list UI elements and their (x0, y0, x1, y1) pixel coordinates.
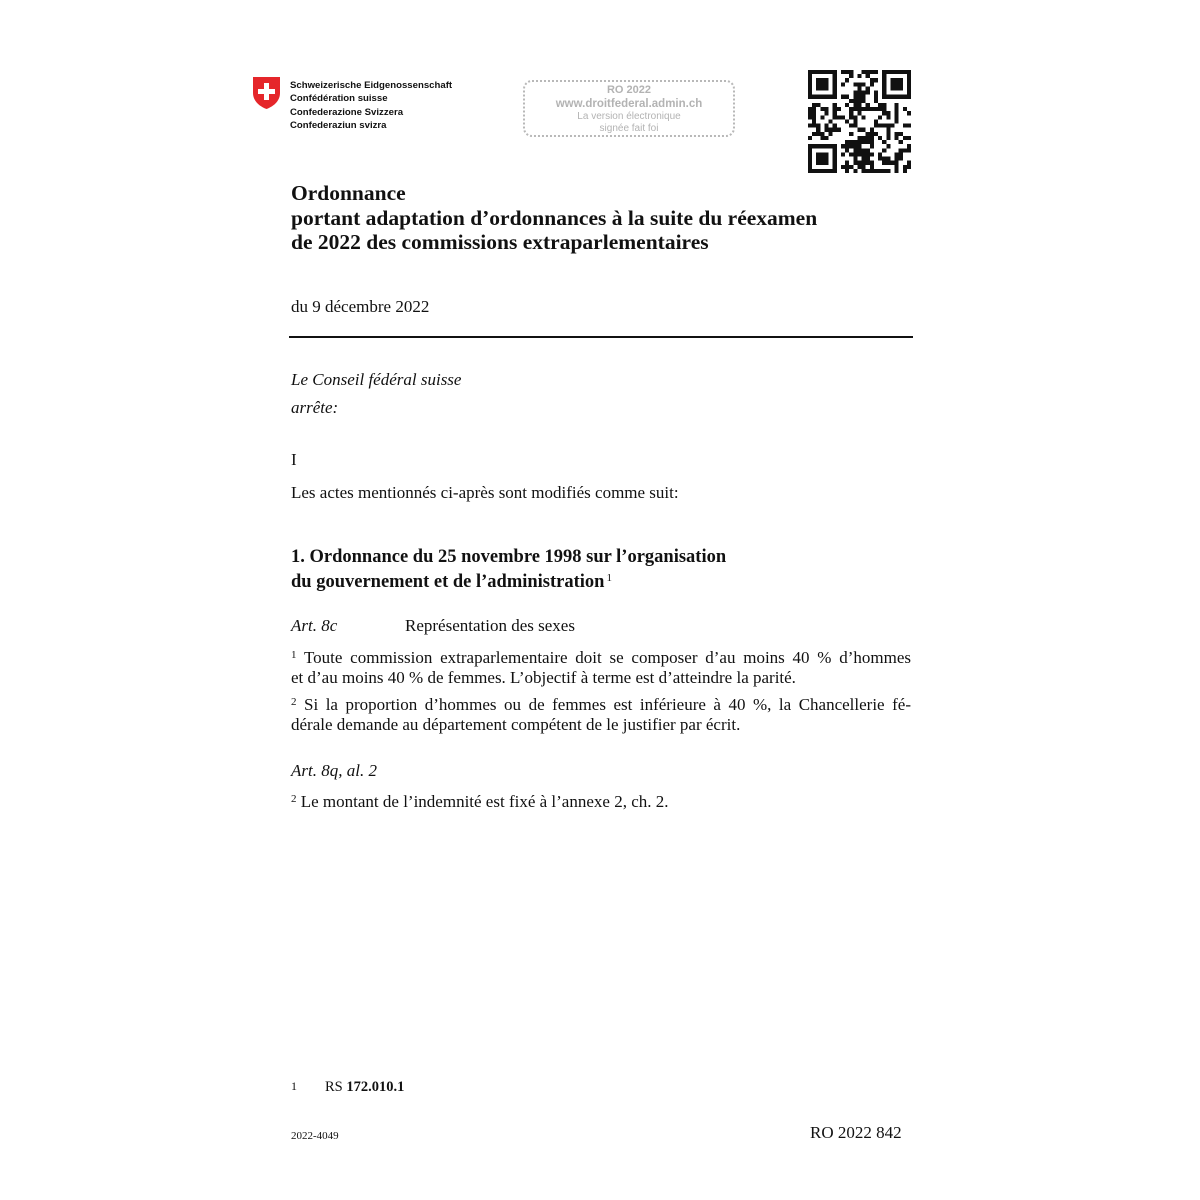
confederation-name-rm: Confederaziun svizra (290, 119, 387, 131)
title-line-3: de 2022 des commissions extraparlementaires (291, 230, 709, 254)
stamp-note-2: signée fait foi (599, 123, 659, 134)
footnote-reference[interactable]: 1 (606, 572, 612, 584)
chapter-title-line-2: du gouvernement et de l’administration (291, 572, 605, 592)
qr-code-icon (808, 70, 911, 173)
section-number: I (291, 450, 297, 469)
electronic-version-stamp (523, 80, 735, 137)
document-title (291, 181, 817, 255)
article-heading: Représentation des sexes (405, 616, 575, 635)
section-text: Les actes mentionnés ci-après sont modifiés comme suit: (291, 483, 679, 502)
paragraph-text-line-2: et d’au moins 40 % de femmes. L’objectif à terme est d’atteindre la parité. (291, 668, 796, 687)
paragraph-number: 2 (291, 696, 297, 708)
chapter-title-line-1: 1. Ordonnance du 25 novembre 1998 sur l’organisation (291, 547, 727, 567)
title-line-2: portant adaptation d’ordonnances à la suite du réexamen (291, 205, 818, 230)
paragraph-text-line-1: Toute commission extraparlementaire doit se composer d’au moins 40 % d’hommes (303, 648, 911, 667)
confederation-name-de: Schweizerische Eidgenossenschaft (290, 80, 453, 91)
paragraph-text-line-1: Si la proportion d’hommes ou de femmes est inférieure à 40 %, la Chancellerie fé- (304, 695, 911, 714)
title-line-1: Ordonnance (291, 181, 406, 205)
divider (289, 336, 913, 338)
footnote-reference-number[interactable]: 172.010.1 (346, 1079, 405, 1095)
stamp-collection: RO 2022 (606, 84, 652, 96)
official-collection-reference: RO 2022 842 (810, 1123, 902, 1142)
document-date: du 9 décembre 2022 (291, 297, 430, 316)
paragraph-number: 2 (291, 793, 297, 805)
confederation-names (290, 79, 452, 132)
confederation-name-fr: Confédération suisse (290, 93, 388, 105)
stamp-url: www.droitfederal.admin.ch (555, 98, 703, 110)
preamble (291, 366, 461, 422)
document-number: 2022-4049 (291, 1130, 339, 1142)
preamble-authority: Le Conseil fédéral suisse (291, 370, 462, 389)
article-paragraph (291, 789, 911, 812)
paragraph-number: 1 (291, 649, 297, 661)
preamble-decree: arrête: (291, 398, 339, 417)
paragraph-text: Le montant de l’indemnité est fixé à l’annexe 2, ch. 2. (300, 792, 669, 811)
paragraph-text-line-2: dérale demande au département compétent de le justifier par écrit. (291, 715, 741, 734)
confederation-name-it: Confederazione Svizzera (290, 106, 404, 118)
article-label: Art. 8q, al. 2 (291, 761, 377, 780)
stamp-note-1: La version électronique (577, 111, 681, 122)
footnote-prefix: RS (325, 1079, 343, 1095)
article-paragraph (291, 692, 911, 735)
footnote-text (325, 1079, 404, 1096)
swiss-coat-of-arms-logo (252, 76, 281, 110)
article-label: Art. 8c (291, 616, 338, 635)
chapter-title (291, 547, 726, 593)
article-paragraph (291, 645, 911, 688)
footnote-number: 1 (291, 1079, 297, 1093)
